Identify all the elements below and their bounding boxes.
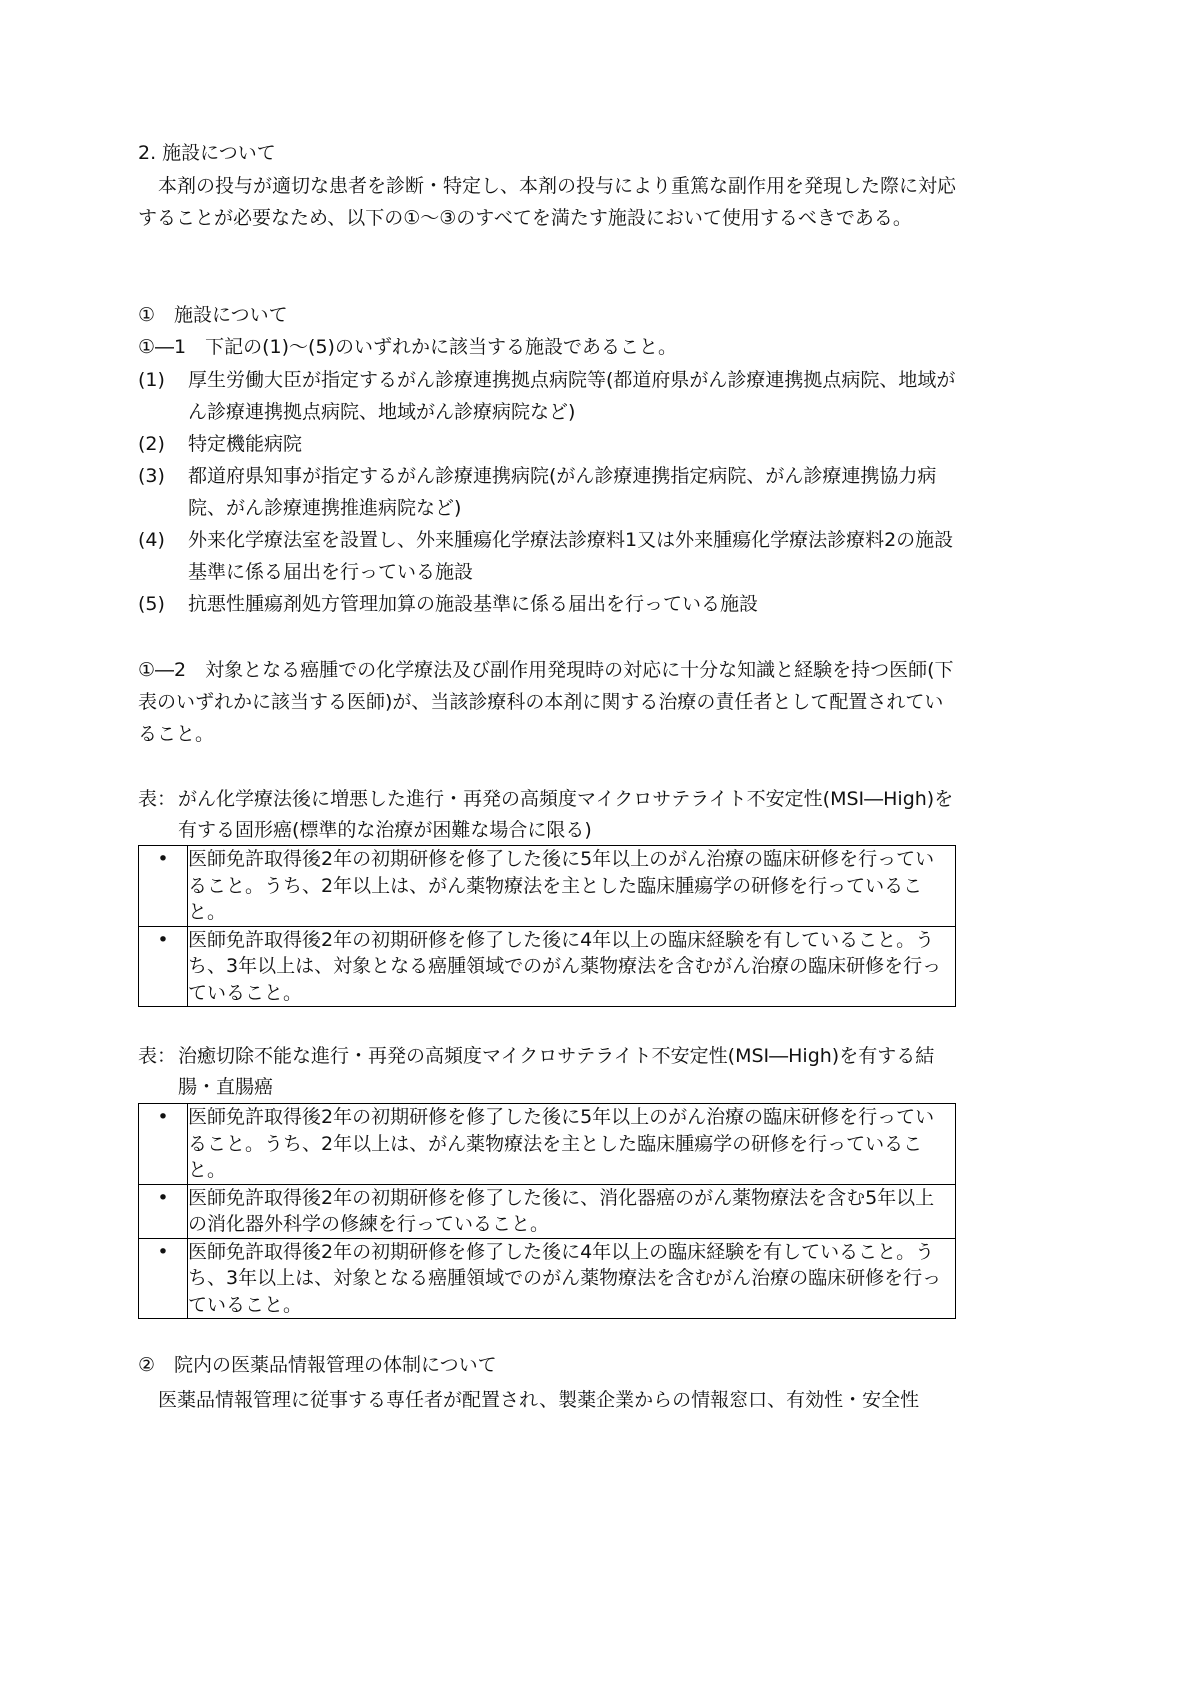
list-item bbox=[138, 588, 958, 620]
item-number: (1) bbox=[138, 369, 165, 391]
requirement-1-title: ①―1 下記の(1)～(5)のいずれかに該当する施設であること。 bbox=[138, 336, 677, 358]
list-item bbox=[138, 524, 958, 588]
doctor-requirements-table-2 bbox=[138, 1103, 956, 1319]
intro-paragraph: 本剤の投与が適切な患者を診断・特定し、本剤の投与により重篤な副作用を発現した際に対応することが必要なため、以下の①～③のすべてを満たす施設において使用するべきである。 bbox=[138, 175, 957, 229]
item-number: (4) bbox=[138, 529, 165, 551]
list-item bbox=[138, 428, 958, 460]
table1-caption bbox=[138, 784, 958, 846]
list-item bbox=[138, 364, 958, 428]
item-number: (5) bbox=[138, 593, 165, 615]
table-row bbox=[139, 846, 956, 927]
bullet: • bbox=[139, 1104, 188, 1185]
caption-text: がん化学療法後に増悪した進行・再発の高頻度マイクロサテライト不安定性(MSI―High)を有する固形癌(標準的な治療が困難な場合に限る) bbox=[178, 788, 954, 841]
section-heading: 2. 施設について bbox=[138, 142, 276, 164]
requirement-2-paragraph: ①―2 対象となる癌腫での化学療法及び副作用発現時の対応に十分な知識と経験を持つ医師(下表のいずれかに該当する医師)が、当該診療科の本剤に関する治療の責任者として配置されていること。 bbox=[138, 659, 954, 745]
item-text: 特定機能病院 bbox=[188, 433, 303, 455]
item-text: 都道府県知事が指定するがん診療連携病院(がん診療連携指定病院、がん診療連携協力病院、がん診療連携推進病院など) bbox=[188, 465, 937, 519]
table-row bbox=[139, 926, 956, 1007]
table-label: 表： bbox=[138, 788, 177, 810]
caption-text: 治癒切除不能な進行・再発の高頻度マイクロサテライト不安定性(MSI―High)を有する結腸・直腸癌 bbox=[178, 1045, 935, 1098]
subsection-heading-facility: ① 施設について bbox=[138, 304, 288, 326]
doctor-requirements-table-1 bbox=[138, 845, 956, 1007]
facility-list bbox=[138, 364, 958, 620]
bullet: • bbox=[139, 926, 188, 1007]
bullet: • bbox=[139, 1238, 188, 1319]
table-row bbox=[139, 1238, 956, 1319]
drug-info-paragraph: 医薬品情報管理に従事する専任者が配置され、製薬企業からの情報窓口、有効性・安全性 bbox=[158, 1389, 920, 1411]
table-cell: 医師免許取得後2年の初期研修を修了した後に、消化器癌のがん薬物療法を含む5年以上の消化器外科学の修練を行っていること。 bbox=[188, 1184, 956, 1238]
table-cell: 医師免許取得後2年の初期研修を修了した後に4年以上の臨床経験を有していること。うち、3年以上は、対象となる癌腫領域でのがん薬物療法を含むがん治療の臨床研修を行っていること。 bbox=[188, 926, 956, 1007]
bullet: • bbox=[139, 846, 188, 927]
bullet: • bbox=[139, 1184, 188, 1238]
table-cell: 医師免許取得後2年の初期研修を修了した後に4年以上の臨床経験を有していること。うち、3年以上は、対象となる癌腫領域でのがん薬物療法を含むがん治療の臨床研修を行っていること。 bbox=[188, 1238, 956, 1319]
table-cell: 医師免許取得後2年の初期研修を修了した後に5年以上のがん治療の臨床研修を行っていること。うち、2年以上は、がん薬物療法を主とした臨床腫瘍学の研修を行っていること。 bbox=[188, 846, 956, 927]
item-number: (3) bbox=[138, 465, 165, 487]
item-text: 抗悪性腫瘍剤処方管理加算の施設基準に係る届出を行っている施設 bbox=[188, 593, 759, 615]
item-text: 厚生労働大臣が指定するがん診療連携拠点病院等(都道府県がん診療連携拠点病院、地域がん診療連携拠点病院、地域がん診療病院など) bbox=[188, 369, 956, 423]
subsection-heading-drug-info: ② 院内の医薬品情報管理の体制について bbox=[138, 1354, 497, 1376]
table2-caption bbox=[138, 1041, 958, 1103]
table-row bbox=[139, 1184, 956, 1238]
item-text: 外来化学療法室を設置し、外来腫瘍化学療法診療料1又は外来腫瘍化学療法診療料2の施設基準に係る届出を行っている施設 bbox=[188, 529, 954, 583]
item-number: (2) bbox=[138, 433, 165, 455]
table-label: 表： bbox=[138, 1045, 177, 1067]
table-row bbox=[139, 1104, 956, 1185]
table-cell: 医師免許取得後2年の初期研修を修了した後に5年以上のがん治療の臨床研修を行っていること。うち、2年以上は、がん薬物療法を主とした臨床腫瘍学の研修を行っていること。 bbox=[188, 1104, 956, 1185]
list-item bbox=[138, 460, 958, 524]
